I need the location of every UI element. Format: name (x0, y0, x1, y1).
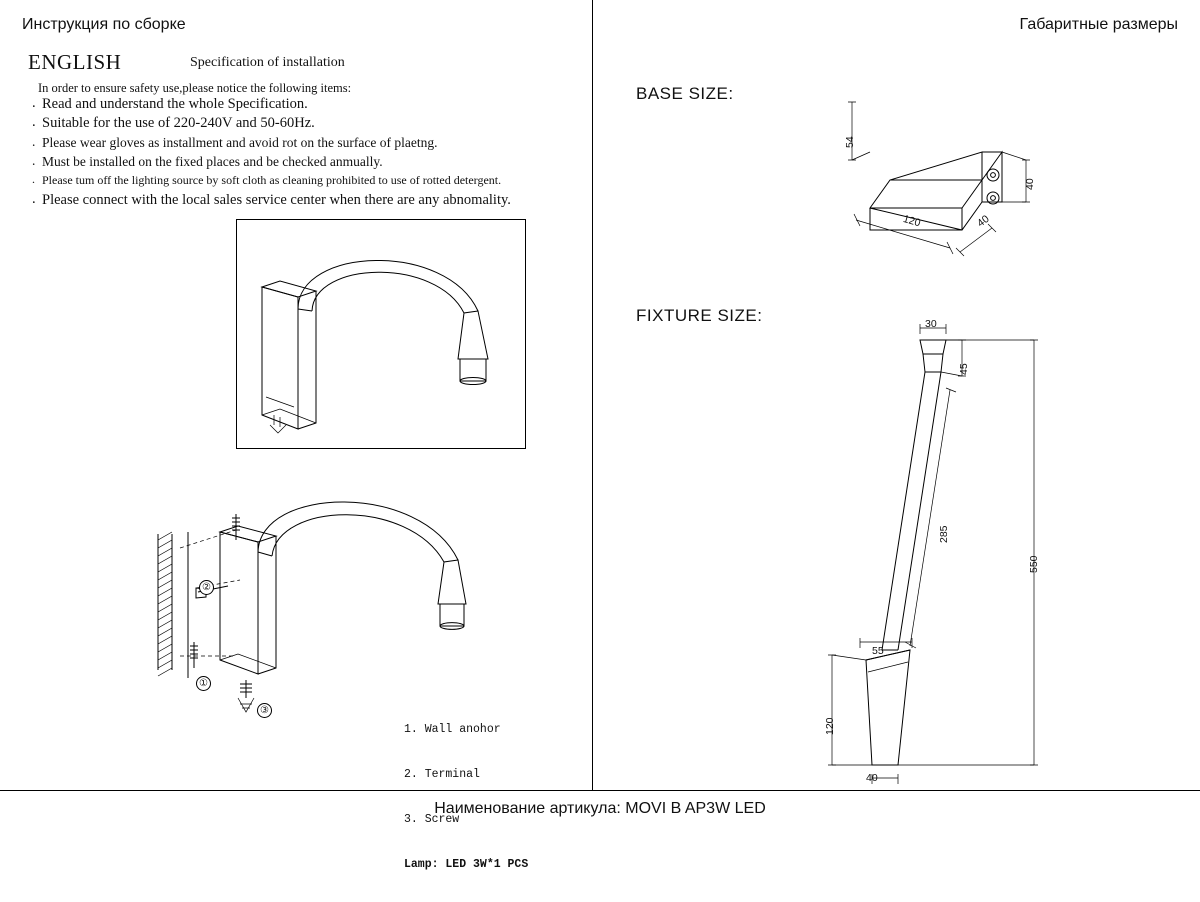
list-item: . Please tum off the lighting source by soft cloth as cleaning prohibited to use of rotted detergent. (30, 171, 550, 190)
legend-lamp: Lamp: LED 3W*1 PCS (404, 858, 529, 871)
fixture-head-width-dim: 30 (925, 318, 937, 330)
base-depth-dim: 40 (1024, 178, 1036, 190)
legend-line: 3. Screw (404, 813, 460, 826)
fixture-head-height-dim: 45 (958, 363, 970, 375)
fixture-base-height-dim: 120 (824, 717, 836, 735)
vertical-divider (592, 0, 593, 790)
base-width-dim: 40 (975, 212, 992, 230)
legend-line: 2. Terminal (404, 768, 480, 781)
callout-1: ① (196, 676, 211, 691)
fixture-size-drawing (810, 320, 1090, 790)
callout-3: ③ (257, 703, 272, 718)
legend-line: 1. Wall anohor (404, 723, 501, 736)
base-length-dim: 120 (901, 213, 922, 230)
callout-2: ② (199, 580, 214, 595)
right-panel-title: Габаритные размеры (1019, 16, 1178, 33)
fixture-base-top-width-dim: 55 (872, 645, 884, 657)
specification-lead: In order to ensure safety use,please notice the following items: (38, 81, 352, 95)
specification-list (30, 95, 550, 211)
base-size-drawing (830, 80, 1080, 250)
list-item: . Please wear gloves as installment and avoid rot on the surface of plaetng. (30, 133, 550, 152)
list-item: . Suitable for the use of 220-240V and 50-60Hz. (30, 114, 550, 133)
fixture-total-height-dim: 550 (1028, 555, 1040, 573)
article-name: Наименование артикула: MOVI B AP3W LED (434, 800, 766, 817)
left-panel-title: Инструкция по сборке (22, 16, 186, 33)
fixture-size-label: FIXTURE SIZE: (636, 306, 763, 325)
list-item: . Must be installed on the fixed places and be checked anmually. (30, 152, 550, 171)
fixture-base-bottom-width-dim: 40 (866, 772, 878, 784)
product-drawing-top (236, 219, 526, 449)
base-size-label: BASE SIZE: (636, 84, 734, 103)
fixture-arm-length-dim: 285 (938, 525, 950, 543)
base-height-dim: 54 (844, 136, 856, 148)
specification-subtitle: Specification of installation (190, 55, 345, 70)
list-item: . Read and understand the whole Specification. (30, 95, 550, 114)
english-heading: ENGLISH (28, 50, 122, 74)
list-item: . Please connect with the local sales service center when there are any abnomality. (30, 190, 550, 211)
